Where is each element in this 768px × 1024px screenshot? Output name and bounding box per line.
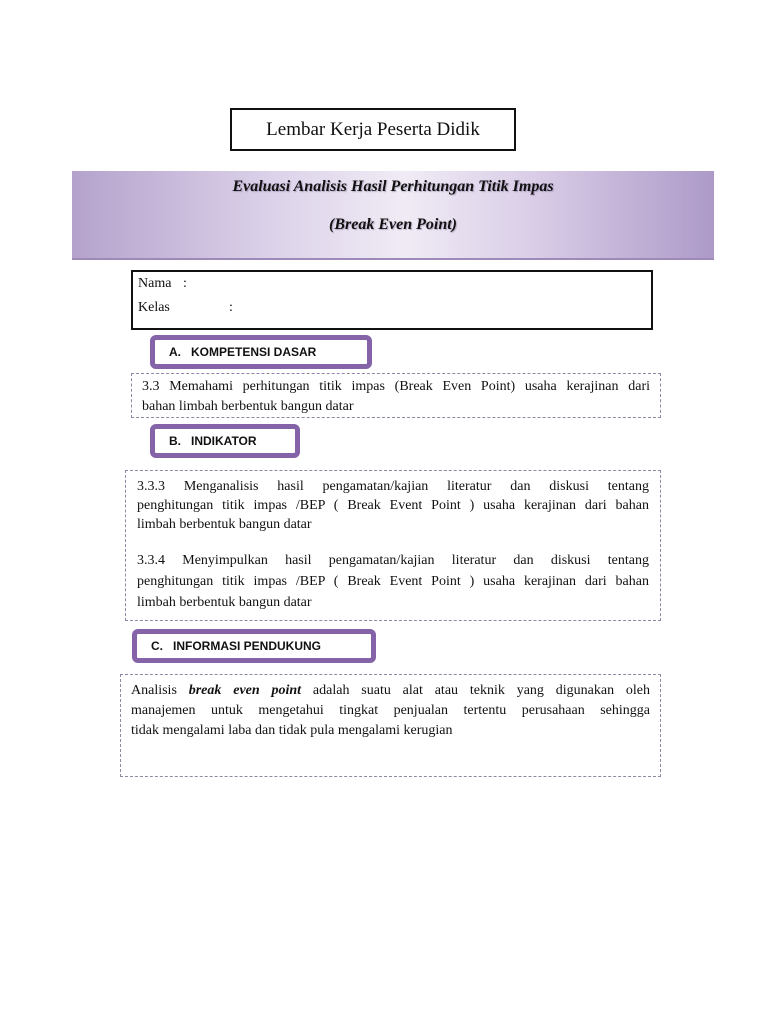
indicator-item [137, 477, 649, 534]
section-a-letter: A. [169, 345, 181, 359]
indicator-1-line-1: 3.3.3 Menganalisis hasil pengamatan/kajian literatur dan diskusi tentang [137, 479, 649, 494]
indicator-box [125, 470, 661, 621]
name-label: Nama [138, 276, 172, 291]
competency-line-2: bahan limbah berbentuk bangun datar [142, 399, 354, 414]
banner-subtitle: (Break Even Point) [329, 216, 457, 233]
indicator-item [137, 550, 649, 613]
student-info-box [131, 270, 653, 330]
section-a-heading [150, 335, 372, 369]
info-line-1-rest: adalah suatu alat atau teknik yang digunakan oleh [312, 683, 651, 698]
indicator-1-line-2: penghitungan titik impas /BEP ( Break Event Point ) usaha kerajinan dari bahan [137, 498, 649, 513]
competency-box [131, 373, 661, 418]
section-b-title: INDIKATOR [191, 434, 257, 448]
info-line-3: tidak mengalami laba dan tidak pula mengalami kerugian [131, 723, 453, 738]
class-label: Kelas [138, 300, 170, 315]
banner-title: Evaluasi Analisis Hasil Perhitungan Titik Impas [232, 178, 554, 195]
section-a-title: KOMPETENSI DASAR [191, 345, 317, 359]
worksheet-title [230, 108, 516, 151]
name-separator: : [183, 276, 187, 291]
topic-banner [72, 171, 714, 260]
class-separator: : [229, 300, 233, 315]
indicator-2-line-1: 3.3.4 Menyimpulkan hasil pengamatan/kajian literatur dan diskusi tentang [137, 553, 649, 568]
indicator-2-line-3: limbah berbentuk bangun datar [137, 595, 312, 610]
section-b-letter: B. [169, 434, 181, 448]
section-c-letter: C. [151, 639, 163, 653]
section-b-heading [150, 424, 300, 458]
indicator-1-line-3: limbah berbentuk bangun datar [137, 517, 312, 532]
section-c-title: INFORMASI PENDUKUNG [173, 639, 322, 653]
info-term: break even point [188, 683, 302, 698]
section-c-heading [132, 629, 376, 663]
info-lead: Analisis [131, 683, 177, 698]
worksheet-title-text: Lembar Kerja Peserta Didik [266, 118, 480, 140]
supporting-info-box [120, 674, 661, 777]
info-line-2: manajemen untuk mengetahui tingkat penjualan tertentu perusahaan sehingga [131, 703, 650, 718]
indicator-2-line-2: penghitungan titik impas /BEP ( Break Event Point ) usaha kerajinan dari bahan [137, 574, 649, 589]
info-line-1 [131, 681, 650, 701]
competency-line-1: 3.3 Memahami perhitungan titik impas (Break Even Point) usaha kerajinan dari [142, 379, 650, 394]
